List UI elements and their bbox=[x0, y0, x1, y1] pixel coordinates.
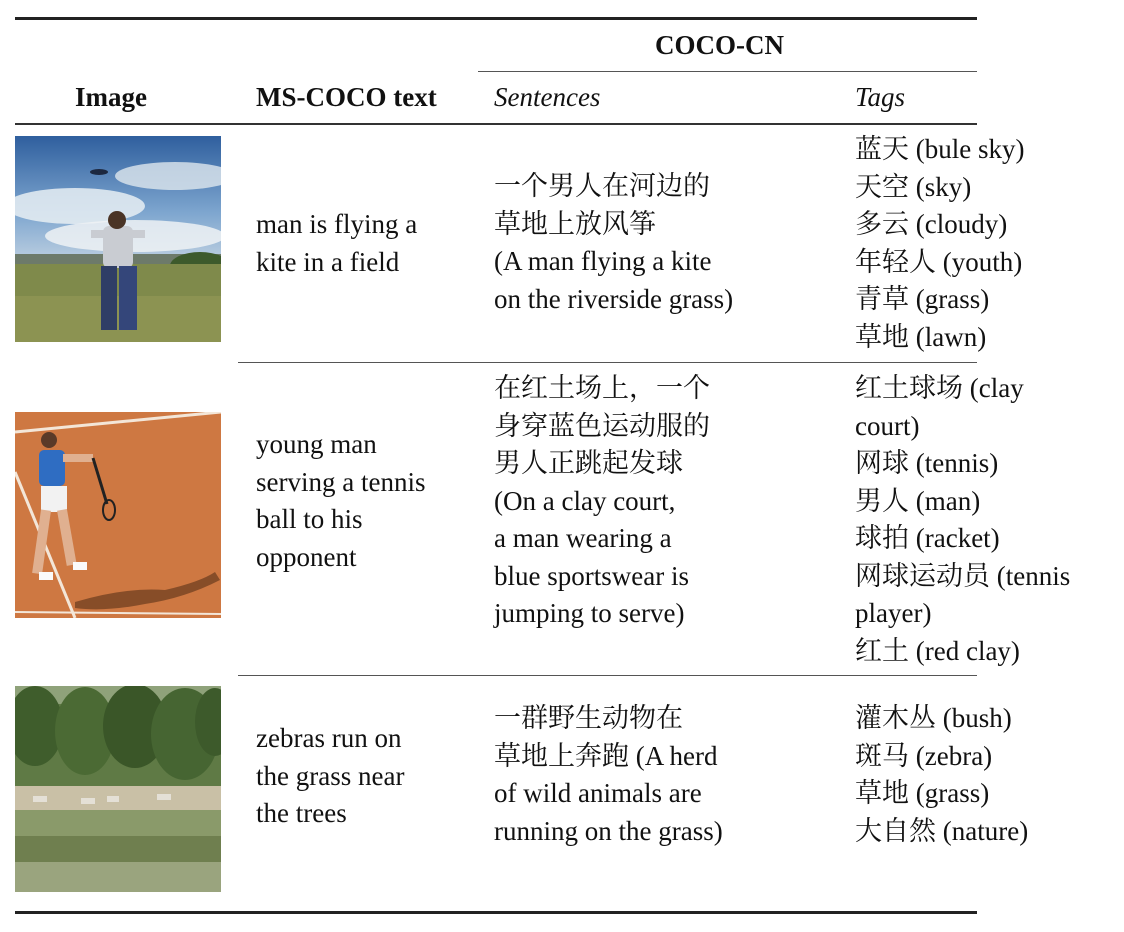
top-rule bbox=[15, 17, 977, 20]
coco-cn-group-header: COCO-CN bbox=[655, 30, 784, 60]
header-bottom-rule bbox=[15, 123, 977, 125]
tags-column-header: Tags bbox=[855, 82, 906, 112]
sentences-column-header: Sentences bbox=[494, 82, 601, 112]
tennis-serve-photo bbox=[15, 412, 221, 618]
row-3-mscoco-text: zebras run on the grass near the trees bbox=[256, 723, 405, 828]
image-column-header: Image bbox=[75, 82, 147, 112]
row-separator-2 bbox=[238, 675, 977, 676]
zebras-grass-photo bbox=[15, 686, 221, 892]
row-1-mscoco-text: man is flying a kite in a field bbox=[256, 209, 418, 277]
row-1-tags: 蓝天 (bule sky) 天空 (sky) 多云 (cloudy) 年轻人 (youth) 青草 (grass) 草地 (lawn) bbox=[855, 134, 1025, 352]
bottom-rule bbox=[15, 911, 977, 914]
row-3-sentence: 一群野生动物在 草地上奔跑 (A herd of wild animals are running on the grass) bbox=[494, 703, 723, 846]
row-2-mscoco-text: young man serving a tennis ball to his opponent bbox=[256, 429, 426, 572]
row-2-sentence: 在红土场上，一个 身穿蓝色运动服的 男人正跳起发球 (On a clay court, a man wearing a blue sportswear is jumping to serve) bbox=[494, 373, 710, 628]
mscoco-text-column-header: MS-COCO text bbox=[256, 82, 437, 112]
coco-cn-group-rule bbox=[478, 71, 977, 72]
row-3-tags: 灌木丛 (bush) 斑马 (zebra) 草地 (grass) 大自然 (nature) bbox=[855, 703, 1029, 846]
row-2-tags: 红土球场 (clay court) 网球 (tennis) 男人 (man) 球拍 (racket) 网球运动员 (tennis player) 红土 (red clay) bbox=[855, 373, 1071, 666]
kite-field-photo bbox=[15, 136, 221, 342]
row-1-sentence: 一个男人在河边的 草地上放风筝 (A man flying a kite on the riverside grass) bbox=[494, 171, 734, 314]
row-separator-1 bbox=[238, 362, 977, 363]
